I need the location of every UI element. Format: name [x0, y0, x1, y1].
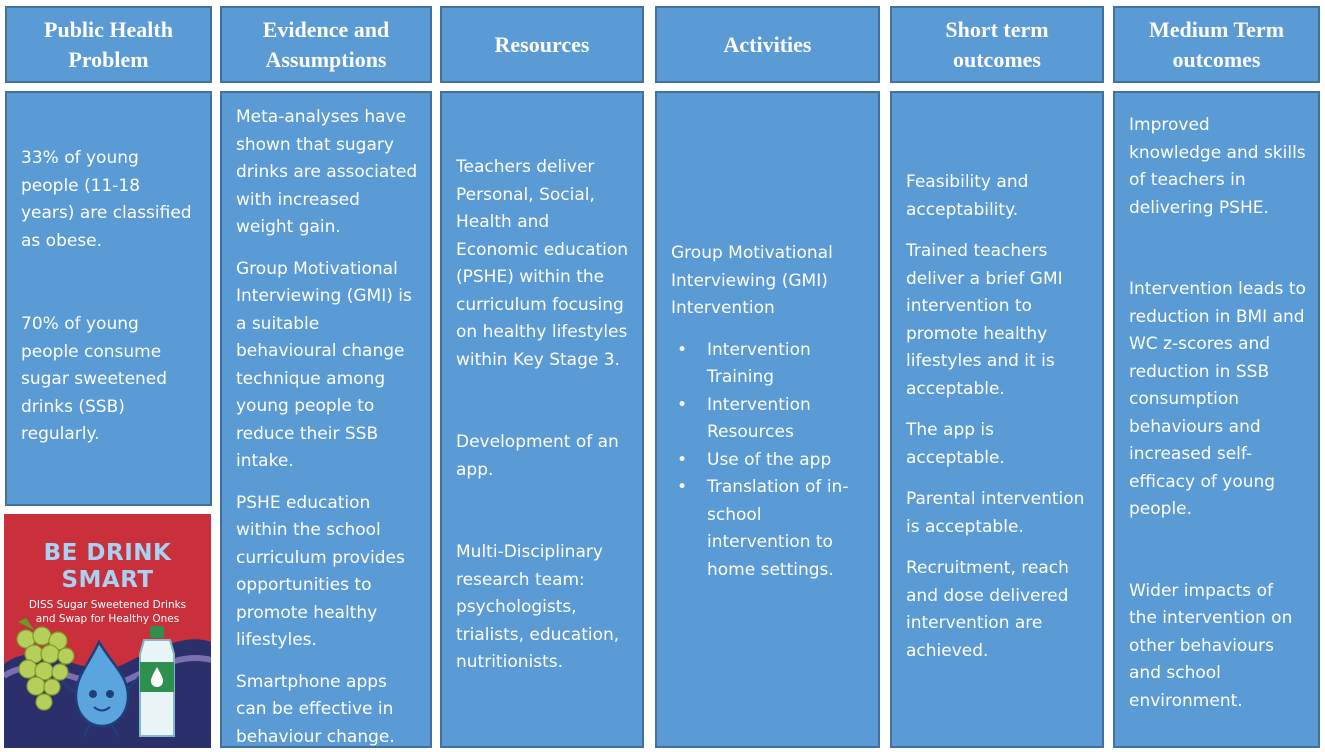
medium-term-item: Improved knowledge and skills of teachers in delivering PSHE. [1129, 115, 1306, 218]
logo-title-line1: BE DRINK [43, 540, 172, 566]
activities-list [671, 337, 866, 585]
short-term-item: The app is acceptable. [906, 420, 1005, 468]
header-activities [655, 6, 880, 83]
evidence-item: Group Motivational Interviewing (GMI) is a suitable behavioural change technique among young people to reduce their SSB intake. [236, 258, 412, 471]
evidence-item: Smartphone apps can be effective in behaviour change. [236, 671, 395, 747]
evidence-item: PSHE education within the school curriculum provides opportunities to promote healthy lifestyles. [236, 492, 405, 650]
header-public-health-problem [5, 6, 212, 83]
header-short-term-outcomes [890, 6, 1104, 83]
logo-subtitle-line1: DISS Sugar Sweetened Drinks [28, 599, 187, 611]
activities-list-item: • Intervention Training [707, 337, 866, 392]
header-medium-term-outcomes-label: Medium Term outcomes [1148, 16, 1285, 72]
problem-box [5, 91, 212, 506]
resources-box [440, 91, 644, 748]
short-term-item: Trained teachers deliver a brief GMI intervention to promote healthy lifestyles and it is acceptable. [906, 241, 1063, 399]
resources-item: Teachers deliver Personal, Social, Health and Economic education (PSHE) within the curriculum focusing on healthy lifestyles within Key Stage 3. [456, 157, 629, 370]
activities-list-item: • Translation of in-school intervention to home settings. [707, 474, 866, 584]
header-resources [440, 6, 644, 83]
header-activities-label: Activities [723, 31, 812, 57]
short-term-item: Recruitment, reach and dose delivered intervention are achieved. [906, 558, 1069, 661]
short-term-box [890, 91, 1104, 748]
header-evidence-assumptions-label: Evidence and Assumptions [262, 16, 390, 72]
activities-list-item: • Use of the app [707, 447, 866, 475]
activities-intro: Group Motivational Interviewing (GMI) Intervention [671, 243, 833, 318]
logo-subtitle-line2: and Swap for Healthy Ones [35, 613, 180, 625]
evidence-item: Meta-analyses have shown that sugary drinks are associated with increased weight gain. [236, 107, 418, 237]
short-term-item: Feasibility and acceptability. [906, 172, 1029, 220]
problem-ssb-text: 70% of young people consume sugar sweetened drinks (SSB) regularly. [21, 314, 168, 444]
header-medium-term-outcomes [1113, 6, 1320, 83]
resources-item: Development of an app. [456, 432, 619, 480]
logo-title-line2: SMART [61, 567, 154, 593]
header-evidence-assumptions [220, 6, 432, 83]
resources-item: Multi-Disciplinary research team: psychologists, trialists, education, nutritionists. [456, 542, 620, 672]
problem-obesity-text: 33% of young people (11-18 years) are classified as obese. [21, 148, 192, 251]
activities-list-item: • Intervention Resources [707, 392, 866, 447]
be-drink-smart-logo [4, 514, 211, 748]
header-short-term-outcomes-label: Short term outcomes [945, 16, 1049, 72]
evidence-box [220, 91, 432, 748]
short-term-item: Parental intervention is acceptable. [906, 489, 1085, 537]
header-resources-label: Resources [494, 31, 590, 57]
medium-term-box [1113, 91, 1320, 748]
header-public-health-problem-label: Public Health Problem [44, 16, 173, 72]
activities-box [655, 91, 880, 748]
medium-term-item: Intervention leads to reduction in BMI and WC z-scores and reduction in SSB consumption behaviours and increased self-efficacy of young people. [1129, 279, 1306, 519]
medium-term-item: Wider impacts of the intervention on other behaviours and school environment. [1129, 580, 1293, 711]
